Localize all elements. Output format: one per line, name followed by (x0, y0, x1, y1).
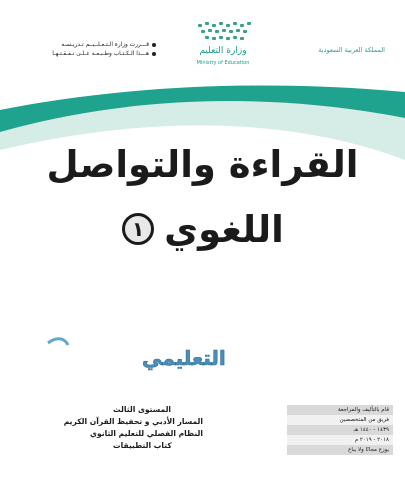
book-info (63, 405, 203, 453)
info-line: المستوى الثالث (113, 405, 172, 414)
authors-row: فريق من المتخصصين (287, 415, 393, 425)
notice-line (36, 49, 156, 58)
book-title-line-2: اللغوي (164, 207, 284, 251)
notice-line (36, 40, 156, 49)
notice-text: هـــذا الـكـتـاب وطـبـعـه عـلـى نـفـقـتـهـا (52, 50, 149, 57)
watermark-text: التعليمي (142, 346, 226, 370)
ministry-name-ar: وزارة التعليم (199, 46, 247, 56)
part-number-badge: ١ (122, 213, 154, 245)
ministry-logo-icon (196, 22, 252, 42)
book-title-line-2-row (88, 205, 318, 253)
authors-row: يوزع مجانًا ولا يباع (287, 445, 393, 455)
ministry-name-en: Ministry of Education (196, 60, 250, 66)
bullet-icon (152, 43, 156, 47)
notice-text: قـــررت وزارة الـتـعـلــيــم تـدريـسـه (61, 41, 149, 48)
bullet-icon (152, 52, 156, 56)
kingdom-label: المملكة العربية السعودية (318, 46, 385, 54)
authors-row: قام بالتأليف والمراجعة (287, 405, 393, 415)
watermark-logo (42, 335, 226, 375)
info-line: النظام الفصلي للتعليم الثانوي (90, 429, 203, 438)
info-line: كتاب التطبيقات (113, 441, 172, 450)
authors-row: ٢٠١٨ - ٢٠١٩ م (287, 435, 393, 445)
authors-panel (287, 405, 393, 455)
ministry-notice (36, 40, 156, 58)
info-line: المسار الأدبي و تحفيظ القرآن الكريم (63, 417, 203, 426)
authors-row: ١٤٣٩ - ١٤٤٠ هـ (287, 425, 393, 435)
book-title-line-1: القراءة والتواصل (46, 143, 359, 186)
ministry-logo (188, 22, 258, 74)
